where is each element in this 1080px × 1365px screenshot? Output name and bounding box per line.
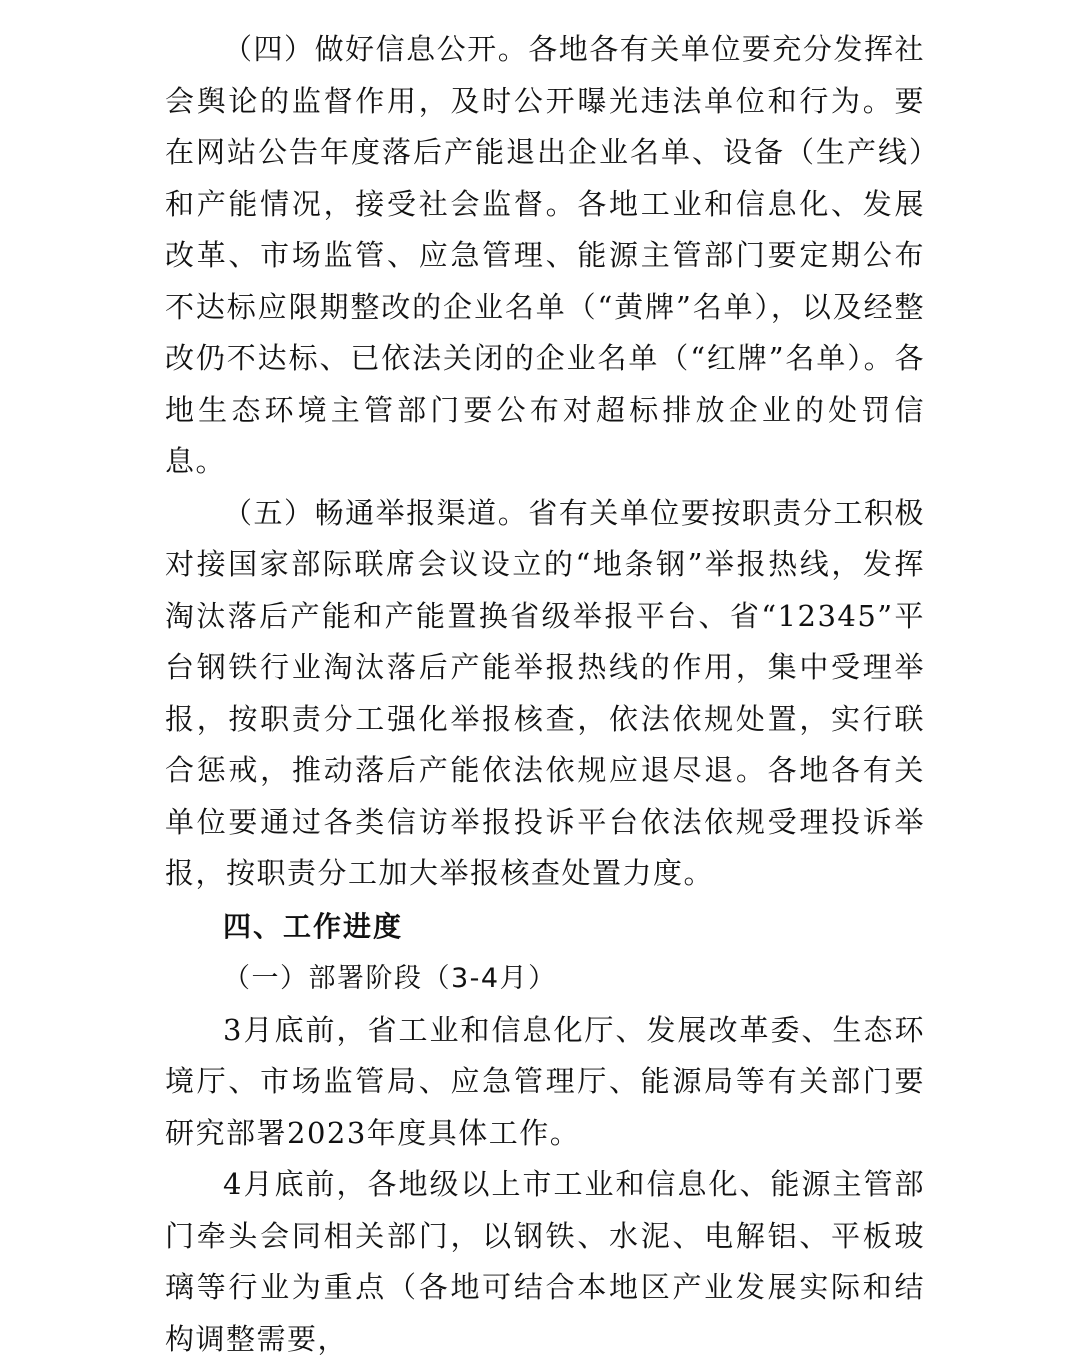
paragraph-info-disclosure: （四）做好信息公开。各地各有关单位要充分发挥社会舆论的监督作用，及时公开曝光违法单位和行为。要在网站公告年度落后产能退出企业名单、设备（生产线）和产能情况，接受社会监督。各地工业和信息化、发展改革、市场监管、应急管理、能源主管部门要定期公布不达标应限期整改的企业名单（“黄牌”名单），以及经整改仍不达标、已依法关闭的企业名单（“红牌”名单）。各地生态环境主管部门要公布对超标排放企业的处罚信息。 bbox=[165, 32, 925, 478]
document-page bbox=[165, 24, 925, 1365]
section-heading-work-progress: 四、工作进度 bbox=[223, 909, 404, 943]
paragraph-april-deadline: 4月底前，各地级以上市工业和信息化、能源主管部门牵头会同相关部门，以钢铁、水泥、电解铝、平板玻璃等行业为重点（各地可结合本地区产业发展实际和结构调整需要， bbox=[165, 1167, 925, 1356]
paragraph-reporting-channels: （五）畅通举报渠道。省有关单位要按职责分工积极对接国家部际联席会议设立的“地条钢”举报热线，发挥淘汰落后产能和产能置换省级举报平台、省“12345”平台钢铁行业淘汰落后产能举报热线的作用，集中受理举报，按职责分工强化举报核查，依法依规处置，实行联合惩戒，推动落后产能依法依规应退尽退。各地各有关单位要通过各类信访举报投诉平台依法依规受理投诉举报，按职责分工加大举报核查处置力度。 bbox=[165, 495, 925, 890]
paragraph-march-deadline: 3月底前，省工业和信息化厅、发展改革委、生态环境厅、市场监管局、应急管理厅、能源局等有关部门要研究部署2023年度具体工作。 bbox=[165, 1012, 925, 1150]
subsection-heading-deployment-stage: （一）部署阶段（3-4月） bbox=[223, 962, 557, 994]
